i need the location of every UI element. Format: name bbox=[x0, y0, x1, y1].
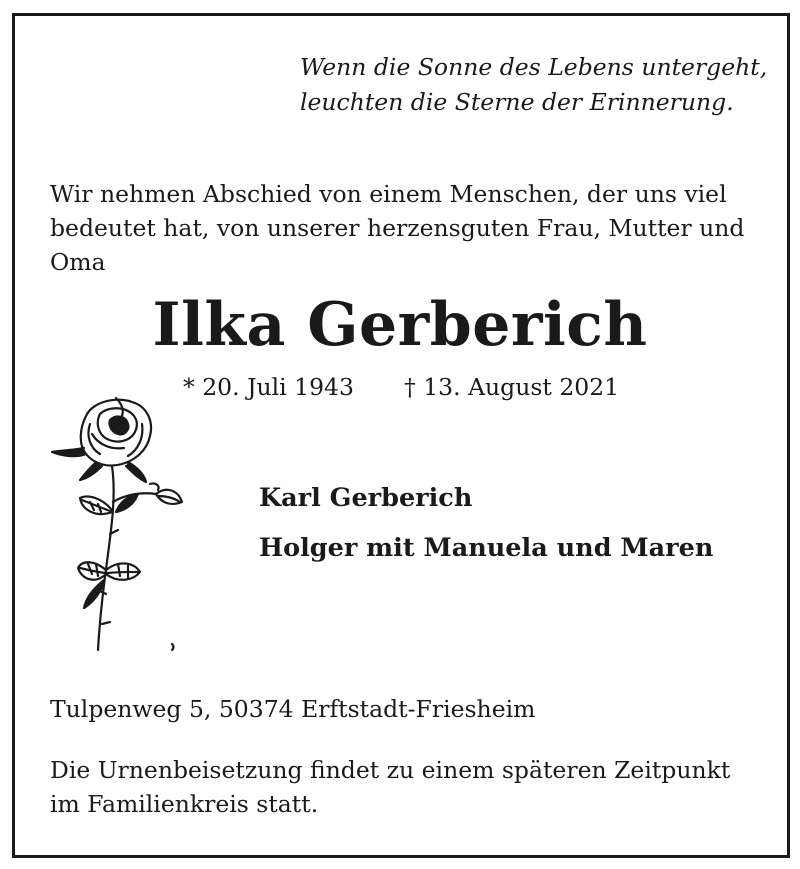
intro-text bbox=[50, 177, 770, 279]
intro-line-1: Wir nehmen Abschied von einem Menschen, der uns viel bbox=[50, 180, 727, 208]
motto-quote bbox=[300, 50, 770, 120]
deceased-name: Ilka Gerberich bbox=[152, 290, 648, 360]
notice-line-2: im Familienkreis statt. bbox=[50, 790, 319, 818]
motto-line-2: leuchten die Sterne der Erinnerung. bbox=[300, 88, 734, 116]
intro-line-2: bedeutet hat, von unserer herzensguten Frau, Mutter und bbox=[50, 214, 745, 242]
motto-line-1: Wenn die Sonne des Lebens untergeht, bbox=[300, 53, 768, 81]
family-line-1: Karl Gerberich bbox=[259, 483, 473, 513]
family-names bbox=[259, 473, 713, 573]
mourning-address: Tulpenweg 5, 50374 Erftstadt-Friesheim bbox=[50, 695, 536, 723]
rose-icon bbox=[46, 394, 184, 666]
birth-date: * 20. Juli 1943 bbox=[183, 373, 354, 401]
intro-line-3: Oma bbox=[50, 248, 106, 276]
death-date: † 13. August 2021 bbox=[404, 373, 620, 401]
notice-line-1: Die Urnenbeisetzung findet zu einem späteren Zeitpunkt bbox=[50, 756, 731, 784]
burial-notice bbox=[50, 753, 730, 821]
family-line-2: Holger mit Manuela und Maren bbox=[259, 533, 714, 563]
